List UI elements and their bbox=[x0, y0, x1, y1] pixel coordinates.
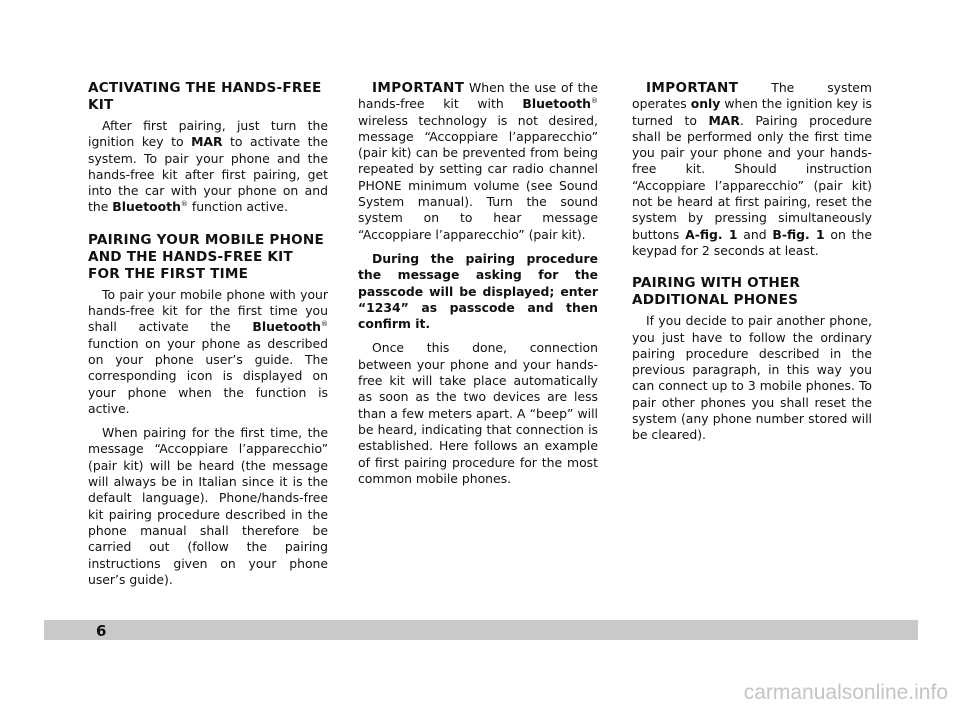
paragraph-activating: After first pairing, just turn the ignition key to MAR to activate the system. To pair your phone and the hands-free kit after first pairing, get into the car with your phone on and the Bluetooth® function active. bbox=[88, 118, 328, 215]
column-2 bbox=[358, 80, 598, 495]
paragraph-important-ignition: IMPORTANT The system operates only when the ignition key is turned to MAR. Pairing procedure shall be performed only the first time you pair your phone and your hands-free kit. Should instruction “Accoppiare l’apparecchio” (pair kit) not be heard at first pairing, reset the system by pressing simultaneously buttons A-fig. 1 and B-fig. 1 on the keypad for 2 seconds at least. bbox=[632, 80, 873, 258]
column-3 bbox=[632, 80, 872, 452]
paragraph-passcode: During the pairing procedure the message asking for the passcode will be displayed; enter “1234” as passcode and then confirm it. bbox=[358, 250, 598, 332]
paragraph-pairing-first: When pairing for the first time, the message “Accoppiare l’apparecchio” (pair kit) will be heard (the message will always be in Italian since it is the default language). Phone/hands-free kit pairing procedure described in the phone manual shall therefore be carried out (follow the pairing instructions given on your phone user’s guide). bbox=[88, 425, 328, 587]
heading-activating-hands-free-kit: ACTIVATING THE HANDS-FREE KIT bbox=[88, 80, 322, 113]
page-number: 6 bbox=[96, 622, 107, 640]
footer-bar bbox=[44, 620, 918, 640]
column-1 bbox=[88, 80, 328, 596]
heading-pairing-other-phones: PAIRING WITH OTHER ADDITIONAL PHONES bbox=[632, 275, 801, 309]
paragraph-other-phones: If you decide to pair another phone, you just have to follow the ordinary pairing procedure described in the previous paragraph, in this way you can connect up to 3 mobile phones. To pair other phones you shall reset the system (any phone number stored will be cleared). bbox=[632, 313, 872, 443]
heading-pairing-first-time: PAIRING YOUR MOBILE PHONE AND THE HANDS-FREE KIT FOR THE FIRST TIME bbox=[88, 231, 324, 282]
paragraph-connection: Once this done, connection between your phone and your hands-free kit will take place automatically as soon as the two devices are less than a few meters apart. A “beep” will be heard, indicating that connection is established. Here follows an example of first pairing procedure for the most common mobile phones. bbox=[358, 340, 598, 486]
watermark: carmanualsonline.info bbox=[743, 681, 948, 704]
paragraph-important-volume: IMPORTANT When the use of the hands-free kit with Bluetooth® wireless technology is not desired, message “Accoppiare l’apparecchio” (pair kit) can be prevented from being repeated by setting car radio channel PHONE minimum volume (see Sound System manual). Turn the sound system on to hear message “Accoppiare l’apparecchio” (pair kit). bbox=[358, 80, 598, 242]
paragraph-pairing-intro: To pair your mobile phone with your hands-free kit for the first time you shall activate the Bluetooth® function on your phone as described on your phone user’s guide. The corresponding icon is displayed on your phone when the function is active. bbox=[88, 286, 328, 416]
